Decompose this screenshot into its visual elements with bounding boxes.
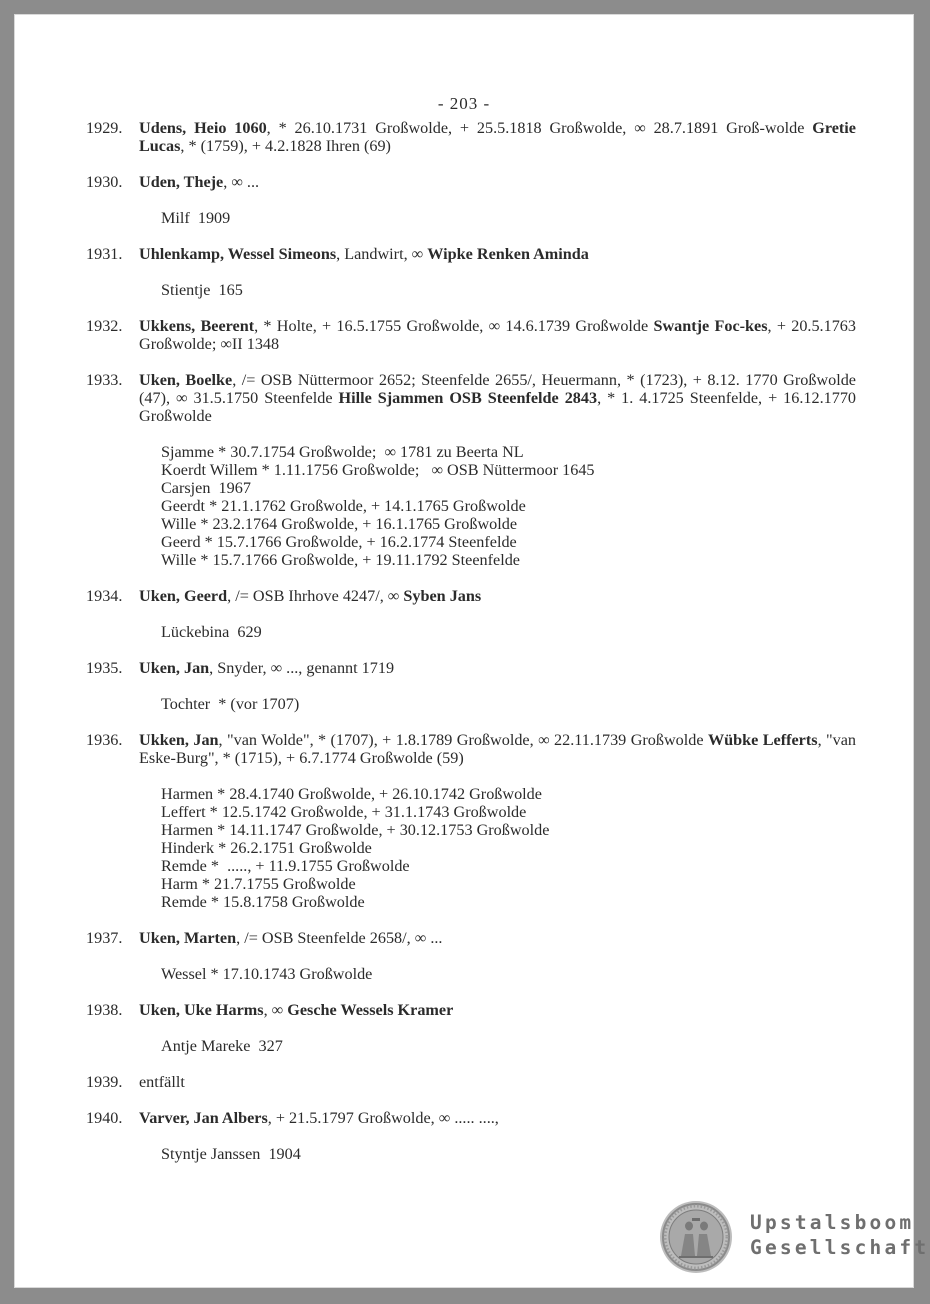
document-page — [14, 14, 930, 1288]
child-line: Geerd * 15.7.1766 Großwolde, + 16.2.1774 Steenfelde — [161, 533, 517, 551]
person-name: Ukken, Jan — [139, 731, 219, 749]
entry-heading — [139, 119, 856, 155]
entry-text: , /= OSB Steenfelde 2658/, ∞ ... — [236, 929, 443, 947]
entry-text: , + 21.5.1797 Großwolde, ∞ ..... ...., — [267, 1109, 499, 1127]
entry — [86, 119, 856, 155]
seal-icon — [659, 1200, 733, 1274]
entry-heading — [139, 731, 856, 767]
entry-text: , + 20.5.1763 Großwolde; ∞II 1348 — [139, 317, 856, 353]
person-name: Uken, Marten — [139, 929, 237, 947]
person-name: Uken, Geerd — [139, 587, 228, 605]
child-line: Stientje 165 — [161, 281, 243, 299]
child-line: Lückebina 629 — [161, 623, 262, 641]
child-line: Styntje Janssen 1904 — [161, 1145, 301, 1163]
entry-text: , * 26.10.1731 Großwolde, + 25.5.1818 Großwolde, ∞ 28.7.1891 Groß-wolde — [266, 119, 813, 137]
children-list — [139, 965, 856, 983]
children-list — [139, 443, 856, 569]
child-line: Remde * ....., + 11.9.1755 Großwolde — [161, 857, 410, 875]
person-name: Uken, Uke Harms — [139, 1001, 264, 1019]
entry-number: 1934. — [86, 587, 123, 605]
entry-heading — [139, 929, 856, 947]
logo-line-2: Gesellschaft — [750, 1236, 930, 1259]
person-name: Gretie Lucas — [139, 119, 856, 155]
child-line: Milf 1909 — [161, 209, 231, 227]
children-list — [139, 695, 856, 713]
entry-number: 1932. — [86, 317, 123, 335]
person-name: Wipke Renken Aminda — [427, 245, 589, 263]
person-name: Wübke Lefferts — [707, 731, 818, 749]
entry-number: 1938. — [86, 1001, 123, 1019]
entry-text: , Snyder, ∞ ..., genannt 1719 — [209, 659, 395, 677]
child-line: Wille * 23.2.1764 Großwolde, + 16.1.1765 Großwolde — [161, 515, 518, 533]
entry-heading — [139, 1001, 856, 1019]
child-line: Geerdt * 21.1.1762 Großwolde, + 14.1.1765 Großwolde — [161, 497, 526, 515]
entry-heading — [139, 659, 856, 677]
person-name: Syben Jans — [403, 587, 482, 605]
entry-heading — [139, 317, 856, 353]
entry — [86, 317, 856, 353]
entry — [86, 245, 856, 299]
entry-heading — [139, 371, 856, 425]
person-name: Uden, Theje — [139, 173, 224, 191]
entry-heading — [139, 173, 856, 191]
entry — [86, 731, 856, 911]
child-line: Remde * 15.8.1758 Großwolde — [161, 893, 365, 911]
entry-text: , * Holte, + 16.5.1755 Großwolde, ∞ 14.6.1739 Großwolde — [254, 317, 654, 335]
entry-number: 1929. — [86, 119, 123, 137]
person-name: Udens, Heio 1060 — [139, 119, 267, 137]
entry-text: , * (1759), + 4.2.1828 Ihren (69) — [180, 137, 391, 155]
children-list — [139, 209, 856, 227]
entry — [86, 929, 856, 983]
logo-line-1: Upstalsboom — [750, 1211, 915, 1234]
child-line: Harm * 21.7.1755 Großwolde — [161, 875, 356, 893]
entry — [86, 1073, 856, 1091]
person-name: Swantje Foc-kes — [653, 317, 768, 335]
entry — [86, 1001, 856, 1055]
person-name: Uken, Jan — [139, 659, 210, 677]
entry-list — [86, 119, 856, 1163]
page-number: - 203 - — [437, 94, 491, 113]
entry-heading — [139, 587, 856, 605]
entry-number: 1935. — [86, 659, 123, 677]
child-line: Koerdt Willem * 1.11.1756 Großwolde; ∞ OSB Nüttermoor 1645 — [161, 461, 595, 479]
child-line: Harmen * 14.11.1747 Großwolde, + 30.12.1753 Großwolde — [161, 821, 550, 839]
entry — [86, 587, 856, 641]
child-line: Sjamme * 30.7.1754 Großwolde; ∞ 1781 zu Beerta NL — [161, 443, 524, 461]
child-line: Antje Mareke 327 — [161, 1037, 283, 1055]
entry-text: , "van Wolde", * (1707), + 1.8.1789 Großwolde, ∞ 22.11.1739 Großwolde — [218, 731, 708, 749]
entry-text: , "van Eske-Burg", * (1715), + 6.7.1774 Großwolde (59) — [139, 731, 857, 767]
entry-number: 1931. — [86, 245, 123, 263]
child-line: Harmen * 28.4.1740 Großwolde, + 26.10.1742 Großwolde — [161, 785, 542, 803]
child-line: Wille * 15.7.1766 Großwolde, + 19.11.1792 Steenfelde — [161, 551, 520, 569]
entry — [86, 173, 856, 227]
person-name: Uhlenkamp, Wessel Simeons — [139, 245, 337, 263]
children-list — [139, 623, 856, 641]
entry-text: , ∞ — [263, 1001, 288, 1019]
entry — [86, 659, 856, 713]
person-name: Ukkens, Beerent — [139, 317, 255, 335]
entry-number: 1939. — [86, 1073, 123, 1091]
child-line: Carsjen 1967 — [161, 479, 251, 497]
children-list — [139, 281, 856, 299]
entry-text: , ∞ ... — [223, 173, 260, 191]
entry-text: entfällt — [139, 1073, 185, 1091]
child-line: Leffert * 12.5.1742 Großwolde, + 31.1.1743 Großwolde — [161, 803, 527, 821]
children-list — [139, 1145, 856, 1163]
entry-number: 1937. — [86, 929, 123, 947]
entry-heading — [139, 1073, 856, 1091]
children-list — [139, 1037, 856, 1055]
child-line: Tochter * (vor 1707) — [161, 695, 300, 713]
entry-heading — [139, 1109, 856, 1127]
child-line: Hinderk * 26.2.1751 Großwolde — [161, 839, 372, 857]
entry-text: , * 1. 4.1725 Steenfelde, + 16.12.1770 Großwolde — [139, 389, 857, 425]
entry — [86, 371, 856, 569]
society-logo — [659, 1200, 930, 1276]
person-name: Hille Sjammen OSB Steenfelde 2843 — [338, 389, 598, 407]
entry-number: 1936. — [86, 731, 123, 749]
child-line: Wessel * 17.10.1743 Großwolde — [161, 965, 373, 983]
person-name: Uken, Boelke — [139, 371, 233, 389]
entry-number: 1930. — [86, 173, 123, 191]
children-list — [139, 785, 856, 911]
entry-text: , /= OSB Ihrhove 4247/, ∞ — [227, 587, 404, 605]
entry-heading — [139, 245, 856, 263]
entry-text: , Landwirt, ∞ — [336, 245, 428, 263]
entry-number: 1933. — [86, 371, 123, 389]
person-name: Gesche Wessels Kramer — [287, 1001, 454, 1019]
entry-text: , /= OSB Nüttermoor 2652; Steenfelde 2655/, Heuermann, * (1723), + 8.12. 1770 Großwolde (47), ∞ 31.5.1750 Steenfelde — [139, 371, 856, 407]
entry — [86, 1109, 856, 1163]
entry-number: 1940. — [86, 1109, 123, 1127]
person-name: Varver, Jan Albers — [139, 1109, 268, 1127]
